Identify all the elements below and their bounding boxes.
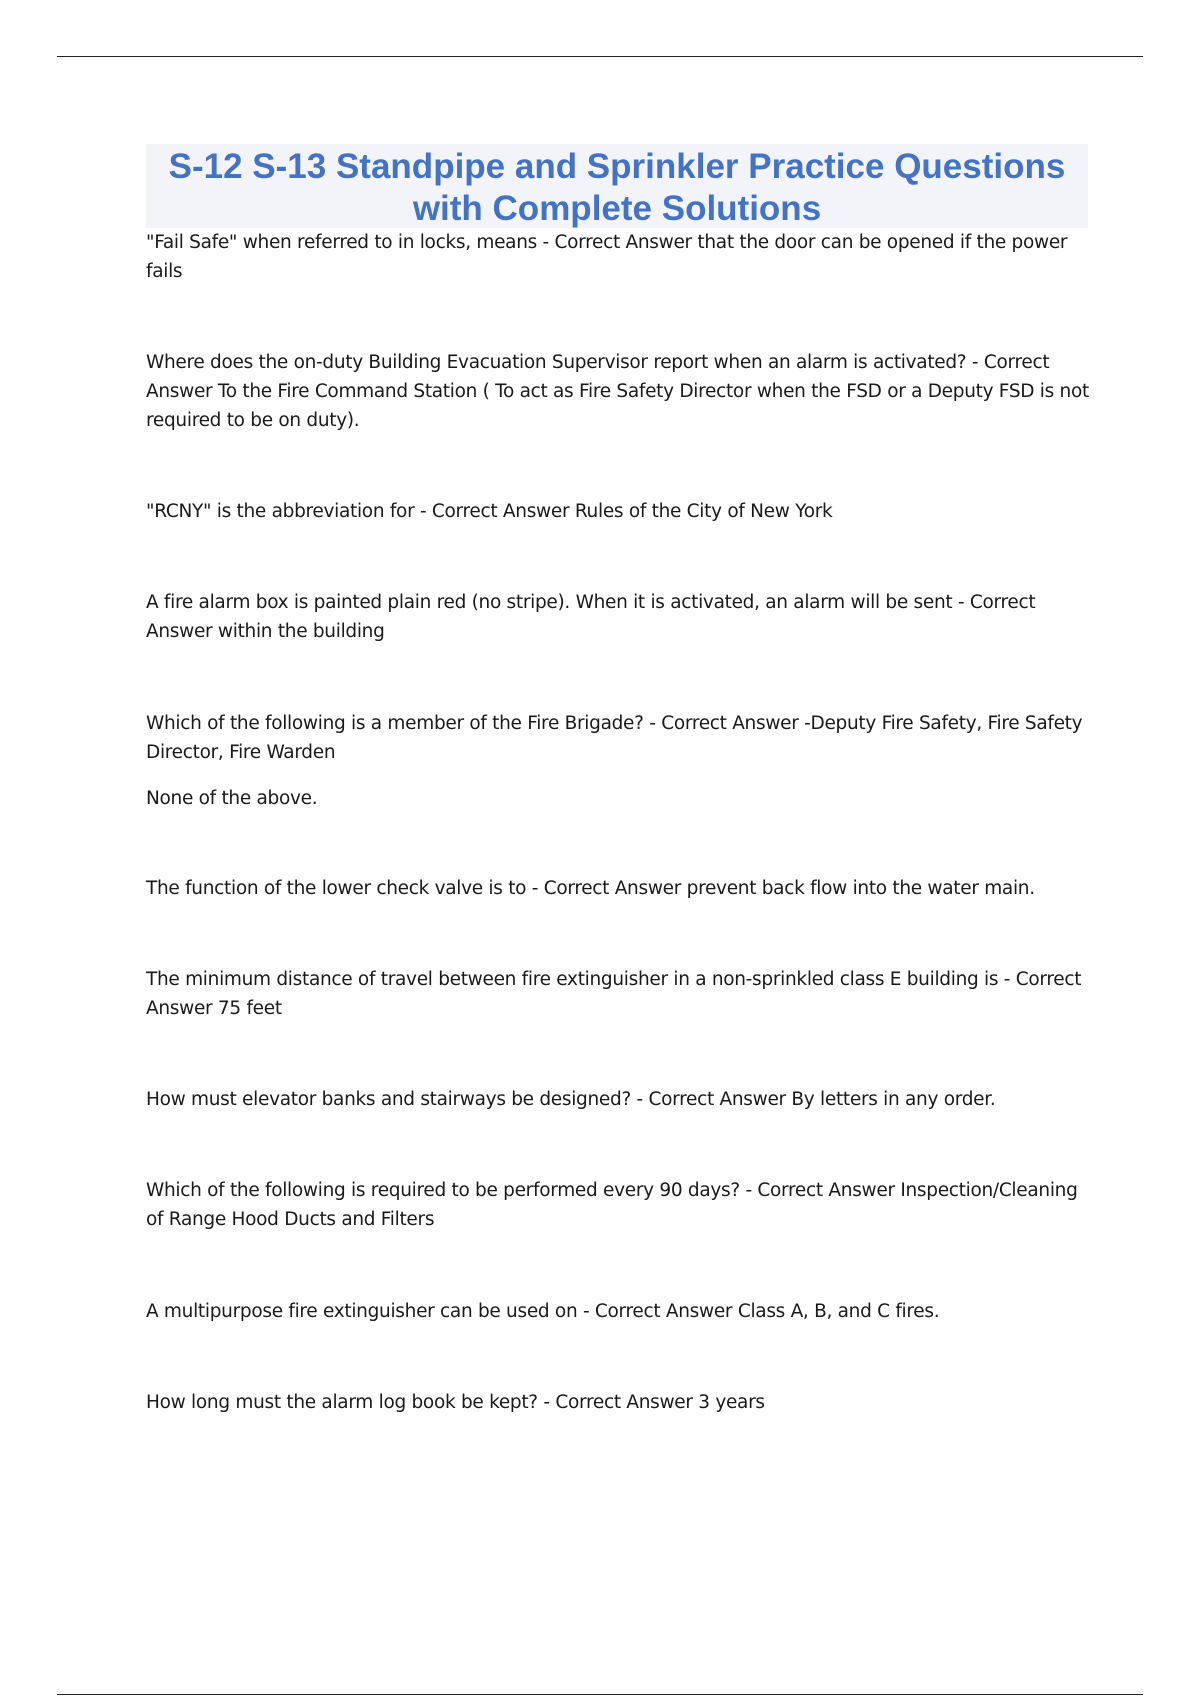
qa-text: How must elevator banks and stairways be designed? - Correct Answer By letters in any order.	[146, 1089, 996, 1110]
qa-item	[146, 874, 1096, 903]
qa-extra-text: None of the above.	[146, 788, 318, 809]
qa-text: "RCNY" is the abbreviation for - Correct Answer Rules of the City of New York	[146, 501, 833, 522]
qa-item	[146, 497, 1096, 526]
qa-item	[146, 1388, 1096, 1417]
qa-item	[146, 348, 1096, 435]
title-banner	[146, 144, 1088, 228]
qa-text: Which of the following is required to be performed every 90 days? - Correct Answer Inspection/Cleaning of Range Hood Ducts and Filters	[146, 1180, 1078, 1230]
qa-item	[146, 1176, 1096, 1234]
qa-text: The minimum distance of travel between fire extinguisher in a non-sprinkled class E building is - Correct Answer 75 feet	[146, 969, 1082, 1019]
qa-text: "Fail Safe" when referred to in locks, means - Correct Answer that the door can be opened if the power fails	[146, 232, 1068, 282]
qa-text: Where does the on-duty Building Evacuation Supervisor report when an alarm is activated? - Correct Answer To the Fire Command Station ( To act as Fire Safety Director when the FSD or a Deputy FSD is not required to be on duty).	[146, 352, 1089, 431]
qa-text: How long must the alarm log book be kept? - Correct Answer 3 years	[146, 1392, 765, 1413]
qa-text: The function of the lower check valve is to - Correct Answer prevent back flow into the water main.	[146, 878, 1035, 899]
qa-item	[146, 588, 1096, 646]
qa-text: Which of the following is a member of the Fire Brigade? - Correct Answer -Deputy Fire Safety, Fire Safety Director, Fire Warden	[146, 713, 1083, 763]
qa-item	[146, 709, 1096, 813]
qa-text: A multipurpose fire extinguisher can be used on - Correct Answer Class A, B, and C fires.	[146, 1301, 940, 1322]
top-divider	[57, 56, 1143, 57]
qa-item	[146, 965, 1096, 1023]
qa-text: A fire alarm box is painted plain red (no stripe). When it is activated, an alarm will be sent - Correct Answer within the building	[146, 592, 1036, 642]
qa-item	[146, 1297, 1096, 1326]
bottom-divider	[57, 1694, 1143, 1695]
document-title: S-12 S-13 Standpipe and Sprinkler Practice Questions with Complete Solutions	[168, 147, 1066, 228]
qa-item	[146, 1085, 1096, 1114]
qa-item	[146, 228, 1096, 286]
